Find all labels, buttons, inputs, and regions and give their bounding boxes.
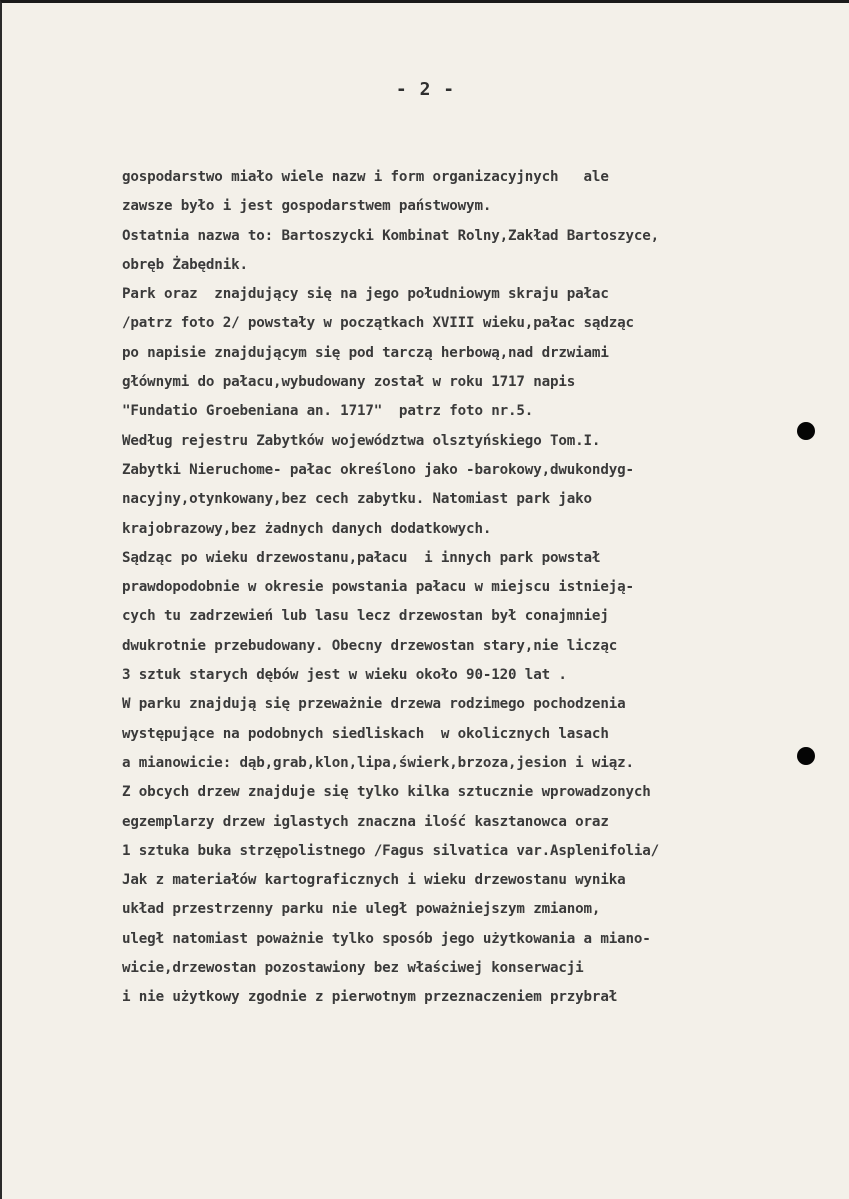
text-line: /patrz foto 2/ powstały w początkach XVIII wieku,pałac sądząc bbox=[122, 315, 634, 332]
text-line: Jak z materiałów kartograficznych i wieku drzewostanu wynika bbox=[122, 872, 626, 889]
text-line: 3 sztuk starych dębów jest w wieku około 90-120 lat . bbox=[122, 667, 567, 684]
text-line: egzemplarzy drzew iglastych znaczna ilość kasztanowca oraz bbox=[122, 813, 609, 830]
text-line: Sądząc po wieku drzewostanu,pałacu i innych park powstał bbox=[122, 549, 601, 566]
text-line: zawsze było i jest gospodarstwem państwowym. bbox=[122, 198, 492, 215]
text-line: Zabytki Nieruchome- pałac określono jako -barokowy,dwukondyg- bbox=[122, 461, 634, 478]
text-line: "Fundatio Groebeniana an. 1717" patrz foto nr.5. bbox=[122, 403, 534, 420]
body-text bbox=[122, 163, 802, 1013]
text-line: prawdopodobnie w okresie powstania pałacu w miejscu istnieją- bbox=[122, 579, 634, 596]
punch-hole bbox=[797, 747, 815, 765]
text-line: cych tu zadrzewień lub lasu lecz drzewostan był conajmniej bbox=[122, 608, 609, 625]
text-line: nacyjny,otynkowany,bez cech zabytku. Natomiast park jako bbox=[122, 491, 592, 508]
text-line: W parku znajdują się przeważnie drzewa rodzimego pochodzenia bbox=[122, 696, 626, 713]
text-line: krajobrazowy,bez żadnych danych dodatkowych. bbox=[122, 520, 492, 537]
page-number: - 2 - bbox=[395, 79, 456, 100]
punch-hole bbox=[797, 422, 815, 440]
text-line: Z obcych drzew znajduje się tylko kilka sztucznie wprowadzonych bbox=[122, 784, 651, 801]
text-line: uległ natomiast poważnie tylko sposób jego użytkowania a miano- bbox=[122, 930, 651, 947]
text-line: gospodarstwo miało wiele nazw i form organizacyjnych ale bbox=[122, 169, 609, 185]
text-line: obręb Żabędnik. bbox=[122, 256, 248, 273]
text-line: po napisie znajdującym się pod tarczą herbową,nad drzwiami bbox=[122, 344, 609, 361]
text-line: głównymi do pałacu,wybudowany został w roku 1717 napis bbox=[122, 374, 576, 391]
text-line: dwukrotnie przebudowany. Obecny drzewostan stary,nie licząc bbox=[122, 637, 618, 654]
text-line: Ostatnia nazwa to: Bartoszycki Kombinat Rolny,Zakład Bartoszyce, bbox=[122, 227, 660, 244]
text-line: Park oraz znajdujący się na jego południowym skraju pałac bbox=[122, 286, 609, 303]
text-line: wicie,drzewostan pozostawiony bez właściwej konserwacji bbox=[122, 960, 584, 977]
text-line: występujące na podobnych siedliskach w okolicznych lasach bbox=[122, 725, 609, 742]
text-line: Według rejestru Zabytków województwa olsztyńskiego Tom.I. bbox=[122, 432, 601, 449]
text-line: i nie użytkowy zgodnie z pierwotnym przeznaczeniem przybrał bbox=[122, 989, 618, 1006]
text-line: 1 sztuka buka strzępolistnego /Fagus silvatica var.Asplenifolia/ bbox=[122, 842, 660, 859]
text-line: układ przestrzenny parku nie uległ poważniejszym zmianom, bbox=[122, 901, 601, 918]
text-line: a mianowicie: dąb,grab,klon,lipa,świerk,brzoza,jesion i wiąz. bbox=[122, 754, 634, 771]
